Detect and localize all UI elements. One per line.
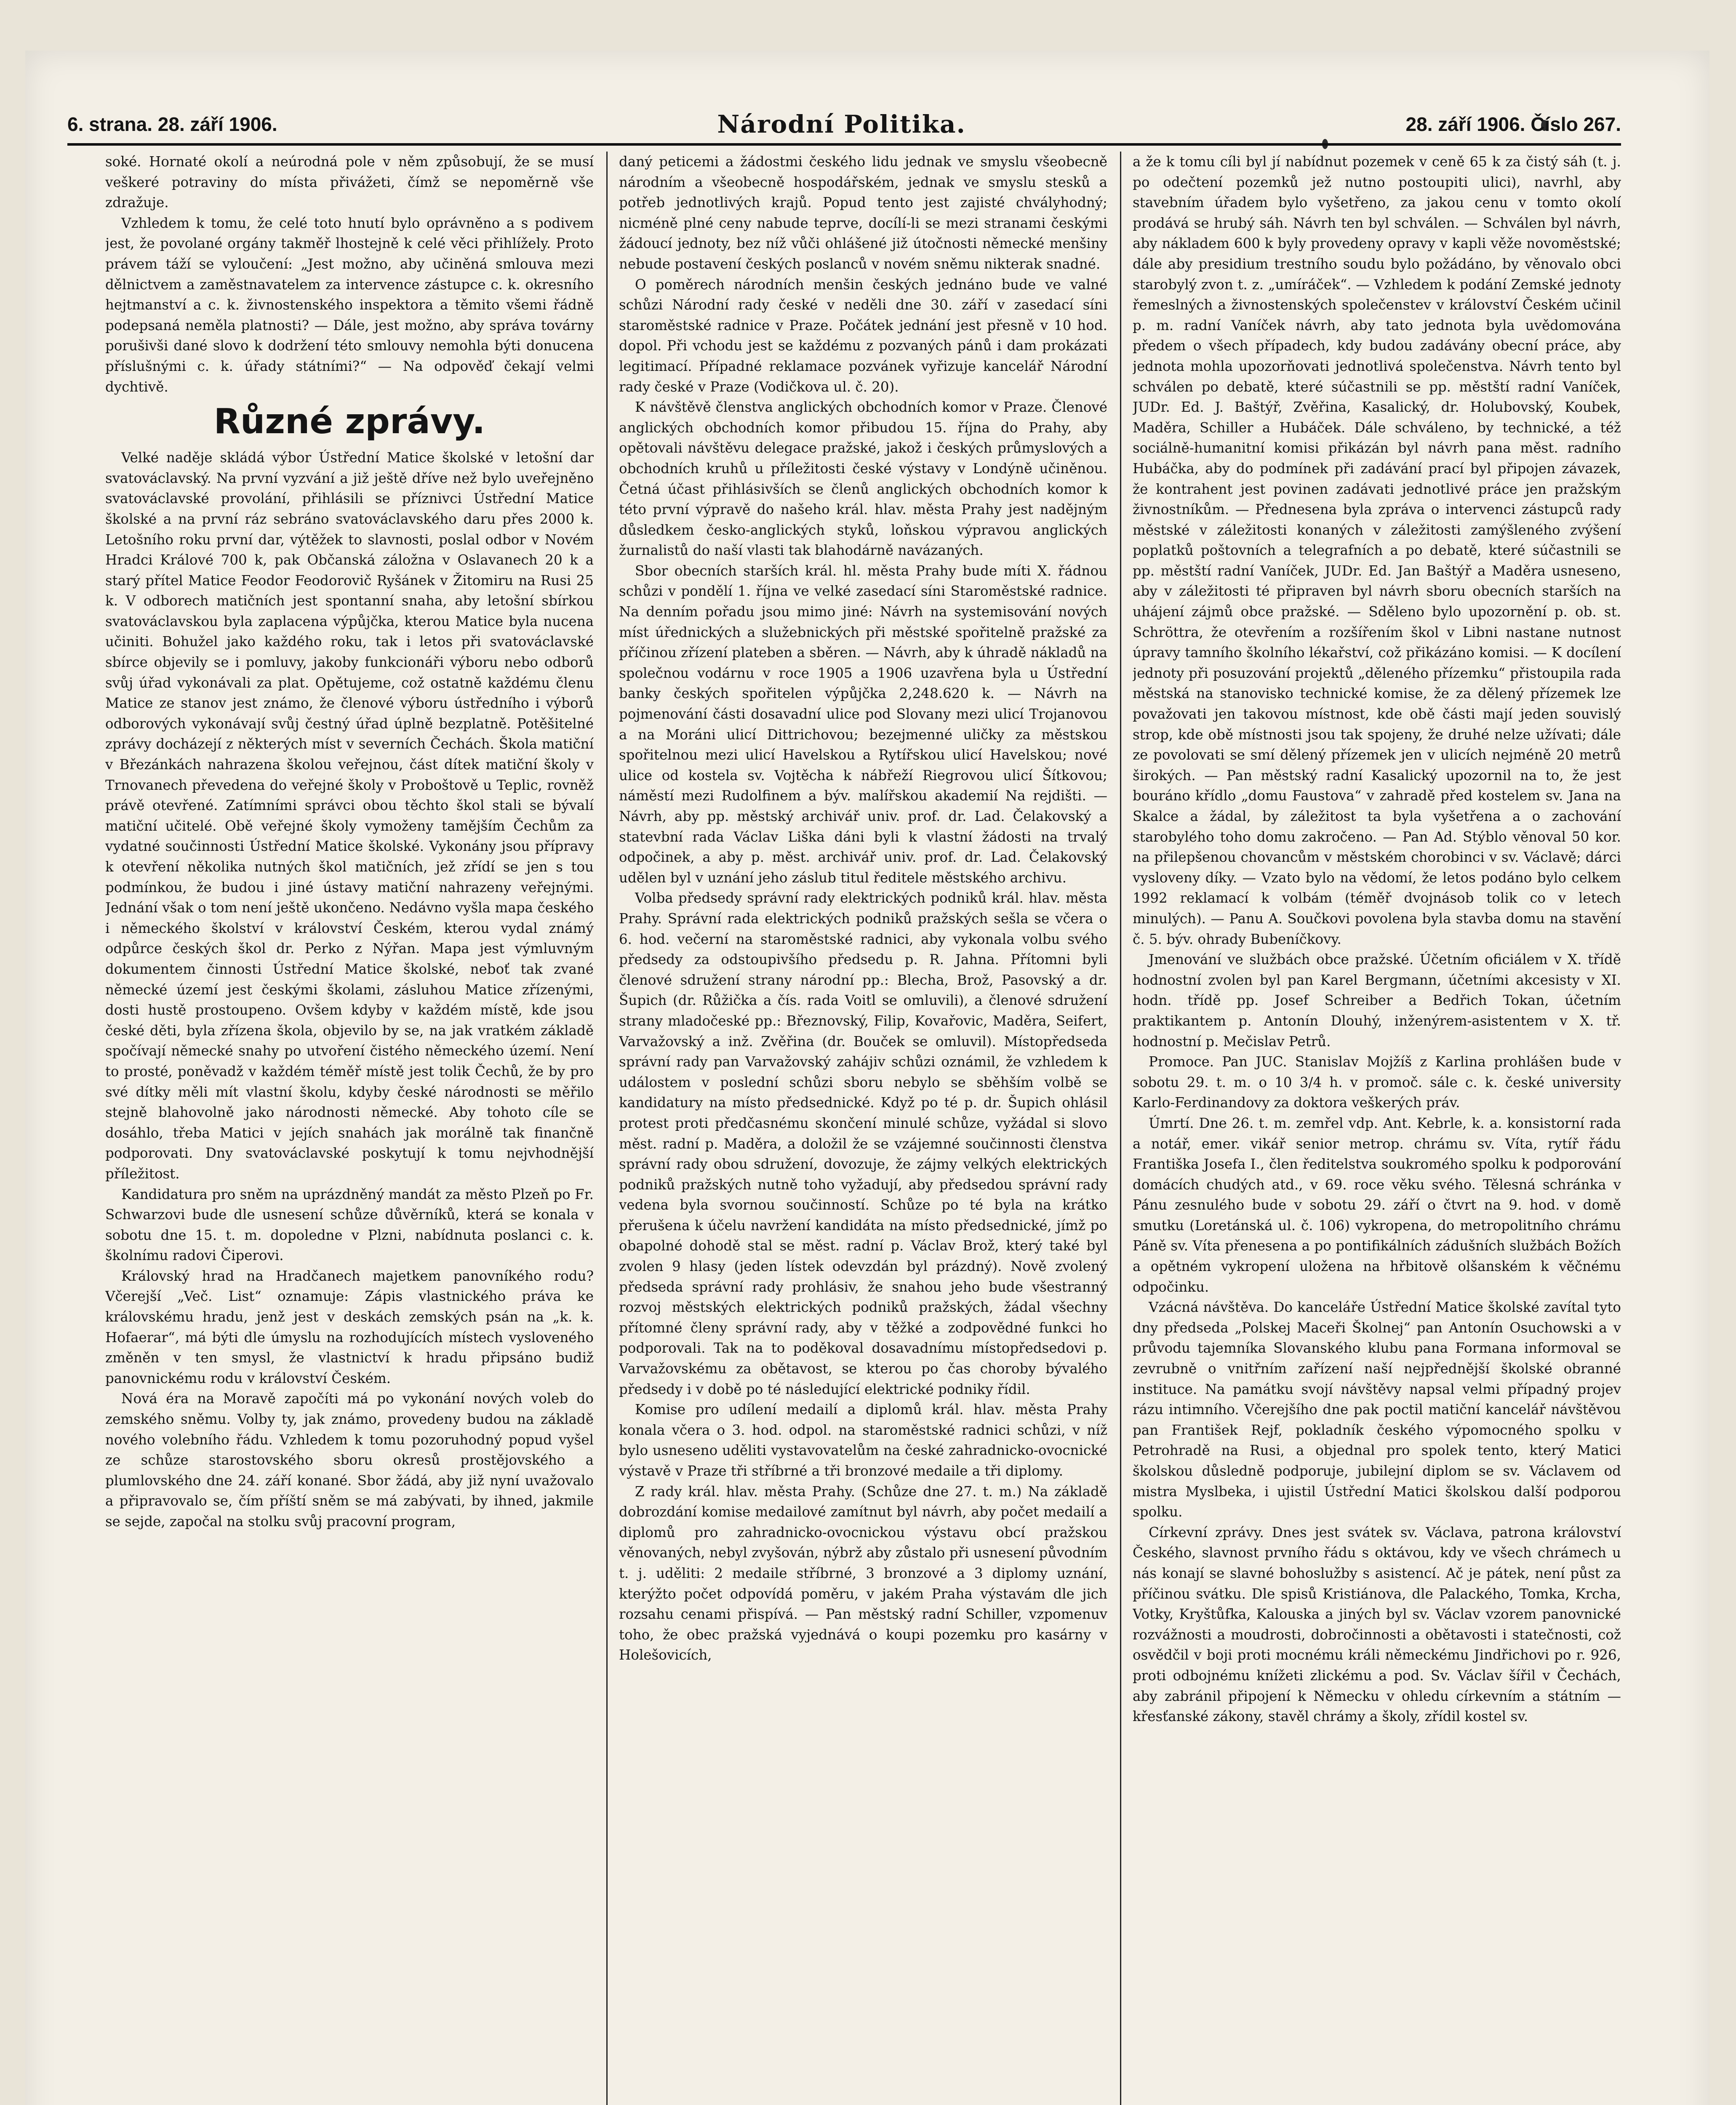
header-date-number: 28. září 1906. Číslo 267. — [1405, 113, 1621, 135]
news-item: Kandidatura pro sněm na uprázdněný mandát za město Plzeň po Fr. Schwarzovi bude dle usnesení schůze důvěrníků, která se konala v sobotu dne 15. t. m. dopoledne v Plzni, nabídnuta poslanci c. k. školnímu radovi Čiperovi. — [105, 1186, 594, 1264]
news-item: daný peticemi a žádostmi českého lidu jednak ve smyslu všeobecně národním a všeobecně hospodářském, jednak ve smyslu stesků a potřeb jednotlivých krajů. Popud tento jest zajisté chvályhodný; nicméně plné ceny nabude teprve, docílí-li se mezi stranami českými žádoucí jednoty, bez níž vůči ohlášené již útočnosti německé menšiny nebude postavení českých poslanců v novém sněmu nikterak snadné. — [619, 154, 1107, 272]
news-item: Velké naděje skládá výbor Ústřední Matice školské v letošní dar svatováclavský. Na první vyzvání a již ještě dříve než bylo uveřejněno svatováclavské provolání, přihlásili se příznivci Ústřední Matice školské a na první ráz sebráno svatováclavského daru přes 2000 k. Letošního roku první dar, výtěžek to slavnosti, poslal odbor v Novém Hradci Králové 700 k, pak Občanská záložna v Oslavanech 20 k a starý přítel Matice Feodor Feodorovič Ryšánek v Žitomiru na Rusi 25 k. V odborech matičních jest spontanní snaha, aby letošní sbírkou svatováclavskou byla zaplacena výpůjčka, kterou Matice byla nucena učiniti. Bohužel jako každého roku, tak i letos při svatováclavské sbírce objevily se i pomluvy, jakoby funkcionáři výboru nebo odborů svůj úřad vykonávali za plat. Opětujeme, což ostatně každému členu Matice ze stanov jest známo, že členové výboru ústředního i výborů odborových vykonávají svůj čestný úřad úplně bezplatně. Potěšitelné zprávy docházejí z některých míst v severních Čechách. Škola matiční v Březánkách nahrazena školou veřejnou, část dítek matiční školy v Trnovanech převedena do veřejné školy v Proboštově u Teplic, rovněž právě otevřené. Zatímními správci obou těchto škol stali se bývalí matiční učitelé. Obě veřejné školy vymoženy tamějším Čechům za vydatné součinnosti Ústřední Matice školské. Vykonány jsou přípravy k otevření několika nutných škol matičních, jež zřídí se jen s tou podmínkou, že budou i jiné ústavy matiční nahrazeny veřejnými. Jednání však o tom není ještě ukončeno. Nedávno vyšla mapa českého i německého školství v království Českém, kterou vydal známý odpůrce českých škol dr. Perko z Nýřan. Mapa jest výmluvným dokumentem činnosti Ústřední Matice školské, neboť tak zvané německé území jest českými školami, zásluhou Matice zřízenými, dosti hustě prostoupeno. Ovšem kdyby v každém místě, kde jsou české děti, byla zřízena škola, objevilo by se, na jak vratkém základě spočívají německé snahy po utvoření čistého německého území. Není to prosté, poněvadž v každém téměř místě jest tolik Čechů, že by pro své dítky měli mít vlastní školu, kdyby české národnosti se měřilo stejně blahovolně jako národnosti německé. Aby tohoto cíle se dosáhlo, třeba Matici v jejích snahách jak morálně tak finančně podporovati. Dny svatováclavské poskytují k tomu nejvhodnější příležitost. — [105, 450, 594, 1182]
article-paragraph: soké. Hornaté okolí a neúrodná pole v něm způsobují, že se musí veškeré potraviny do místa přivážeti, čímž se nepoměrně vše zdražuje. — [105, 154, 594, 211]
news-item: Královský hrad na Hradčanech majetkem panovníkého rodu? Včerejší „Več. List“ oznamuje: Zápis vlastnického práva ke královskému hradu, jenž jest v deskách zemských psán na „k. k. Hofaerar“, má býti dle úmyslu na rozhodujících místech vysloveného změněn v ten smysl, že vlastnictví k hradu připsáno budiž panovnickému rodu v království Českém. — [105, 1268, 594, 1386]
news-item: Vzácná návštěva. Do kanceláře Ústřední Matice školské zavítal tyto dny předseda „Polskej Maceři Školnej“ pan Antonín Osuchowski a v průvodu tajemníka Slovanského klubu pana Formana informoval se zevrubně o vnitřním zařízení naší nejpřednější školské obranné instituce. Na památku svojí návštěvy napsal velmi případný projev rázu intimního. Včerejšího dne pak poctil matiční kancelář návštěvou pan František Rejf, pokladník českého výpomocného spolku v Petrohradě na Rusi, a objednal pro spolek tento, který Matici školskou důsledně podporuje, jubilejní diplom se sv. Václavem od mistra Myslbeka, i ujistil Ústřední Matici školskou další podporou spolku. — [1133, 1299, 1621, 1520]
news-item: Promoce. Pan JUC. Stanislav Mojžíš z Karlina prohlášen bude v sobotu 29. t. m. o 10 3/4 h. v promoč. sále c. k. české university Karlo-Ferdinandovy za doktora veškerých práv. — [1133, 1054, 1621, 1111]
masthead-title: Národní Politika. — [717, 110, 966, 139]
header-page-date: 6. strana. 28. září 1906. — [67, 113, 277, 135]
news-item: Církevní zprávy. Dnes jest svátek sv. Václava, patrona království Českého, slavnost prvního řádu s oktávou, kdy ve všech chrámech u nás konají se slavné bohoslužby s asistencí. Ač je pátek, není půst za příčinou svátku. Dle spisů Kristiánova, dle Palackého, Tomka, Krcha, Votky, Kryštůfka, Kalouska a jiných byl sv. Václav vzorem panovnické rozvážnosti a moudrosti, dobročinnosti a obětavosti i statečnosti, což osvědčil v boji proti mocnému králi německému Jindřichovi po r. 926, proti odbojnému knížeti zlickému a pod. Sv. Václav šířil v Čechách, aby zabránil připojení k Německu v ohledu církevním a státním — křesťanské zákony, stavěl chrámy a školy, zřídil kostel sv. — [1133, 1524, 1621, 1725]
news-item: Komise pro udílení medailí a diplomů král. hlav. města Prahy konala včera o 3. hod. odpol. na staroměstské radnici schůzi, v níž bylo usneseno uděliti vystavovatelům na české zahradnicko-ovocnické výstavě v Praze tři stříbrné a tři bronzové medaile a tři diplomy. — [619, 1402, 1107, 1479]
column-1 — [105, 152, 594, 2105]
news-item: K návštěvě členstva anglických obchodních komor v Praze. Členové anglických obchodních komor přibudou 15. října do Prahy, aby opětovali návštěvu delegace pražské, jakož i českých průmyslových a obchodních kruhů u příležitosti české výstavy v Londýně učiněnou. Četná účast přihlásivších se členů anglických obchodních komor k této první výpravě do našeho král. hlav. města Prahy jest nadějným důsledkem česko-anglických styků, loňskou výpravou anglických žurnalistů do naší vlasti tak blahodárně navázaných. — [619, 399, 1107, 559]
news-item: Sbor obecních starších král. hl. města Prahy bude míti X. řádnou schůzi v pondělí 1. října ve velké zasedací síni Staroměstské radnice. Na denním pořadu jsou mimo jiné: Návrh na systemisování nových míst úřednických a služebnických při městské spořitelně pražské za příčinou zřízení plateben a sběren. — Návrh, aby k úhradě nákladů na společnou vodárnu v roce 1905 a 1906 uzavřena byla u Ústřední banky českých spořitelen výpůjčka 2,248.620 k. — Návrh na pojmenování části dosavadní ulice pod Slovany mezi ulicí Trojanovou a na Moráni ulicí Dittrichovou; bezejmenné uličky za městskou spořitelnou mezi ulicí Havelskou a Rytířskou ulicí Havelskou; nové ulice od kostela sv. Vojtěcha k nábřeží Riegrovou ulicí Šítkovou; náměstí mezi Rudolfinem a býv. malířskou akademií Na rejdišti. — Návrh, aby pp. městský archivář univ. prof. dr. Lad. Čelakovský a statevbní rada Václav Liška dáni byli k vlastní žádosti na trvalý odpočinek, a aby p. měst. archivář univ. prof. dr. Lad. Čelakovský udělen byl v uznání jeho záslub titul ředitele městského archivu. — [619, 562, 1107, 886]
article-paragraph: Vzhledem k tomu, že celé toto hnutí bylo oprávněno a s podivem jest, že povolané orgány takměř lhostejně k celé věci přihlížely. Proto právem táží se vyloučení: „Jest možno, aby učiněná smlouva mezi dělnictvem a zaměstnavatelem za intervence zástupce c. k. okresního hejtmanství a c. k. živnostenského inspektora a těmito všemi řádně podepsaná neměla platnosti? — Dále, jest možno, aby správa továrny porušivši dané slovo k dodržení této smlouvy nemohla býti donucena příslušnými c. k. úřady státními?“ — Na odpověď čekají velmi dychtivě. — [105, 215, 594, 395]
news-item: Volba předsedy správní rady elektrických podniků král. hlav. města Prahy. Správní rada elektrických podniků pražských sešla se včera o 6. hod. večerní na staroměstské radnici, aby vykonala volbu svého předsedy za odstoupivšího předsedu p. R. Jahna. Přítomni byli členové sdružení strany národní pp.: Blecha, Brož, Pasovský a dr. Šupich (dr. Růžička a čís. rada Voitl se omluvili), a členové sdružení strany mladočeské pp.: Březnovský, Filip, Kovařovic, Maděra, Seifert, Varvažovský a inž. Zvěřina (dr. Bouček se omluvil). Místopředseda správní rady pan Varvažovský zahájiv schůzi oznámil, že vzhledem k událostem v poslední schůzi sboru nebylo se sběhším volbě se kandidatury na místo předsednické. Když po té p. dr. Šupich ohlásil protest proti předčasnému skončení minulé schůze, vyžádal si slovo měst. radní p. Maděra, a doložil že se vzájemné součinnosti členstva správní rady obou sdružení, dovozuje, že zájmy velkých elektrických podniků pražských nutně toho vyžadují, aby předsedou správní rady vedena byla svornou součinností. Schůze po té byla na krátko přerušena k účelu navržení kandidáta na místo předsednické, jímž po obapolné dohodě stal se měst. radní p. Václav Brož, který také byl zvolen 9 hlasy (jeden lístek odevzdán byl prázdný). Nově zvolený předseda správní rady prohlásiv, že snahou jeho bude všestranný rozvoj městských elektrických podniků pražských, žádal všechny přítomné členy správní rady, aby v těžké a zodpovědné funkci ho podporovali. Tak na to poděkoval dosavadnímu místopředsedovi p. Varvažovskému za obětavost, se kterou po čas choroby bývalého předsedy i v době po té následující elektrické podniky řídil. — [619, 890, 1107, 1397]
news-item: Z rady král. hlav. města Prahy. (Schůze dne 27. t. m.) Na základě dobrozdání komise medailové zamítnut byl návrh, aby počet medailí a diplomů pro zahradnicko-ovocnickou výstavu obcí pražskou věnovaných, nebyl zvyšován, nýbrž aby zůstalo při usnesení původním t. j. uděliti: 2 medaile stříbrné, 3 bronzové a 3 diplomy uznání, kterýžto počet odpovídá poměru, v jakém Praha výstavám dle jich rozsahu cenami přispívá. — Pan městský radní Schiller, vzpomenuv toho, že obec pražská vyjednává o koupi pozemku pro kasárny v Holešovicích, — [619, 1483, 1107, 1663]
column-3 — [1133, 152, 1621, 2105]
news-item: Úmrtí. Dne 26. t. m. zemřel vdp. Ant. Kebrle, k. a. konsistorní rada a notář, emer. vikář senior metrop. chrámu sv. Víta, rytíř řádu Františka Josefa I., člen ředitelstva soukromého spolku k podporování domácích chudých atd., v 69. roce věku svého. Tělesná schránka v Pánu zesnulého bude v sobotu 29. září o čtvrt na 9. hod. v domě smutku (Loretánská ul. č. 106) vykropena, do metropolitního chrámu Páně sv. Víta přenesena a po pontifikálních zádušních službách Božích a opětném vykropení uložena na hřbitově olšanském k věčnému odpočinku. — [1133, 1115, 1621, 1295]
section-title: Různé zprávy. — [213, 402, 485, 442]
column-rule — [606, 152, 608, 2105]
column-2 — [619, 152, 1107, 2105]
column-rule — [1120, 152, 1121, 2105]
news-item: Nová éra na Moravě započíti má po vykonání nových voleb do zemského sněmu. Volby ty, jak známo, provedeny budou na základě nového volebního řádu. Vzhledem k tomu pozoruhodný popud vyšel ze schůze starostovského sboru okresů prostějovského a plumlovského dne 24. září konané. Sbor žádá, aby již nyní uvažovalo a připravovalo se, čím příští sněm se má zabývati, by ihned, jakmile se sejde, započal na stolku svůj pracovní program, — [105, 1391, 594, 1529]
news-item: O poměrech národních menšin českých jednáno bude ve valné schůzi Národní rady české v neděli dne 30. září v zasedací síni staroměstské radnice v Praze. Počátek jednání jest přesně v 10 hod. dopol. Při vchodu jest se každému z pozvaných pánů i dam prokázati legitimací. Případné reklamace pozvánek vyřizuje kancelář Národní rady české v Praze (Vodičkova ul. č. 20). — [619, 276, 1107, 395]
news-item: Jmenování ve službách obce pražské. Účetním oficiálem v X. třídě hodnostní zvolen byl pan Karel Bergmann, účetními akcesisty v XI. hodn. třídě pp. Josef Schreiber a Bedřich Tokan, účetním praktikantem p. Antonín Dlouhý, inženýrem-asistentem v X. tř. hodnostní p. Mečislav Petrů. — [1133, 951, 1621, 1050]
page-header — [67, 105, 1621, 146]
news-item: a že k tomu cíli byl jí nabídnut pozemek v ceně 65 k za čistý sáh (t. j. po odečtení pozemků jež nutno postoupiti ulici), navrhl, aby stavebním úřadem bylo vyšetřeno, za jakou cenu v tomto okolí prodává se hrubý sáh. Návrh ten byl schválen. — Schválen byl návrh, aby nákladem 600 k byly provedeny opravy v kapli věže novoměstské; dále aby presidium trestního soudu bylo požádáno, by věnovalo obci starobylý zvon t. z. „umíráček“. — Vzhledem k podání Zemské jednoty řemeslných a živnostenských společenstev v království Českém učinil p. m. radní Vaníček návrh, aby tato jednota byla uvědomována předem o všech případech, kdy budou zadávány obecní práce, aby jednota mohla upozorňovati jednotlivá společenstva. Návrh tento byl schválen po debatě, které súčastnili se pp. městští radní Vaníček, JUDr. Ed. J. Baštýř, Zvěřina, Kasalický, dr. Holubovský, Koubek, Maděra, Schiller a Hubáček. Dále schváleno, by technické, a též sociálně-humanitní komisi přikázán byl návrh pana měst. radního Hubáčka, aby do podmínek při zadávání prací byl připojen závazek, že kontrahent jest povinen zadávati jednotlivé práce jen pražským živnostníkům. — Přednesena byla zpráva o intervenci zástupců rady městské v záležitosti konaných v záležitosti zamýšleného zvýšení poplatků poštovních a telegrafních a po debatě, které súčastnili se pp. městští radní Vaníček, JUDr. Ed. Jan Baštýř a Maděra usneseno, aby v záležitosti té připraven byl návrh sboru obecních starších na uhájení zájmů obce pražské. — Sděleno bylo upozornění p. ob. st. Schröttra, že otevřením a rozšířením škol v Libni nastane nutnost úpravy tamního školního lékařství, což přikázáno komisi. — K docílení jednoty při posuzování projektů „děleného přízemku“ přistoupila rada městská na stanovisko technické komise, že za dělený přízemek lze považovati jen takovou místnost, kde obě části mají jeden souvislý strop, kde obě místnosti jsou tak spojeny, že druhé nelze užívati; dále ze povolovati se smí dělený přízemek jen v ulicích nejméně 20 metrů širokých. — Pan městský radní Kasalický upozornil na to, že jest bouráno křídlo „domu Faustova“ v zahradě před kostelem sv. Jana na Skalce a žádal, by záležitost ta byla vyšetřena a o zachování starobylého toho domu zakročeno. — Pan Ad. Stýblo věnoval 50 kor. na přilepšenou chovancům v městském chorobinci v sv. Václavě; dárci vysloveny díky. — Vzato bylo na vědomí, že letos podáno bylo celkem 1992 reklamací k volbám (téměř dvojnásob tolik co v letech minulých). — Panu A. Součkovi povolena byla stavba domu na stavění č. 5. býv. ohrady Bubeníčkovy. — [1133, 154, 1621, 947]
